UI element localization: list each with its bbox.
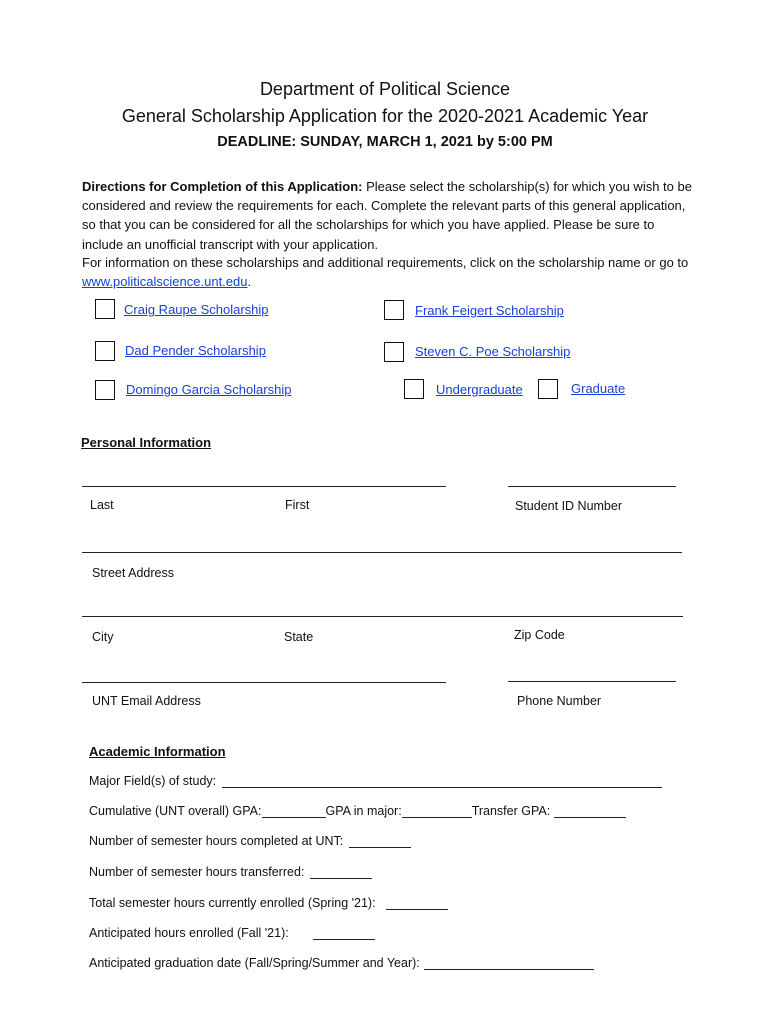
deadline-text: DEADLINE: SUNDAY, MARCH 1, 2021 by 5:00 PM	[217, 134, 553, 150]
steven-poe-link[interactable]: Steven C. Poe Scholarship	[415, 344, 571, 359]
student-id-label: Student ID Number	[515, 499, 622, 513]
graduate-link[interactable]: Graduate	[571, 381, 626, 396]
department-website-link[interactable]: www.politicalscience.unt.edu	[82, 274, 248, 290]
hours-unt-row	[89, 834, 413, 848]
street-address-label: Street Address	[92, 566, 174, 580]
graduation-date-label: Anticipated graduation date (Fall/Spring/Summer and Year):	[89, 956, 420, 970]
personal-info-heading: Personal Information	[81, 435, 212, 450]
hours-enrolled-input-line[interactable]	[386, 896, 448, 910]
frank-feigert-link[interactable]: Frank Feigert Scholarship	[415, 303, 564, 318]
steven-poe-checkbox[interactable]	[384, 342, 404, 362]
hours-transferred-input-line[interactable]	[310, 865, 372, 879]
dad-pender-checkbox[interactable]	[95, 341, 115, 361]
directions-info-text: For information on these scholarships and additional requirements, click on the scholarship name or go to	[82, 255, 689, 270]
hours-unt-label: Number of semester hours completed at UNT:	[89, 834, 344, 848]
graduation-date-input-line[interactable]	[424, 956, 594, 970]
city-state-zip-input-line[interactable]	[82, 616, 683, 617]
state-label: State	[284, 630, 314, 644]
undergraduate-link[interactable]: Undergraduate	[436, 382, 523, 397]
frank-feigert-checkbox[interactable]	[384, 300, 404, 320]
hours-transferred-label: Number of semester hours transferred:	[89, 865, 305, 879]
domingo-garcia-link[interactable]: Domingo Garcia Scholarship	[126, 382, 292, 397]
hours-anticipated-input-line[interactable]	[313, 926, 375, 940]
email-label: UNT Email Address	[92, 694, 201, 708]
craig-raupe-link[interactable]: Craig Raupe Scholarship	[124, 302, 269, 317]
graduate-checkbox[interactable]	[538, 379, 558, 399]
hours-anticipated-label: Anticipated hours enrolled (Fall '21):	[89, 926, 289, 940]
major-label: Major Field(s) of study:	[89, 774, 217, 788]
domingo-garcia-checkbox[interactable]	[95, 380, 115, 400]
cumulative-gpa-input-line[interactable]	[262, 804, 326, 818]
cumulative-gpa-label: Cumulative (UNT overall) GPA:	[89, 804, 262, 818]
student-id-input-line[interactable]	[508, 486, 676, 487]
directions-info	[82, 253, 692, 291]
undergraduate-checkbox[interactable]	[404, 379, 424, 399]
graduation-date-row	[89, 956, 596, 970]
academic-info-heading: Academic Information	[89, 744, 226, 759]
first-name-label: First	[285, 498, 310, 512]
transfer-gpa-label: Transfer GPA:	[471, 804, 551, 818]
department-title: Department of Political Science	[259, 79, 511, 99]
street-address-input-line[interactable]	[82, 552, 682, 553]
major-gpa-label: GPA in major:	[325, 804, 402, 818]
phone-input-line[interactable]	[508, 681, 676, 682]
major-field-row	[89, 774, 664, 788]
directions-heading: Directions for Completion of this Application:	[82, 179, 363, 194]
form-subtitle: General Scholarship Application for the 2020-2021 Academic Year	[121, 106, 649, 126]
hours-enrolled-row	[89, 896, 450, 910]
directions-paragraph	[82, 177, 692, 254]
hours-unt-input-line[interactable]	[349, 834, 411, 848]
hours-enrolled-label: Total semester hours currently enrolled (Spring '21):	[89, 896, 376, 910]
phone-label: Phone Number	[517, 694, 602, 708]
major-gpa-input-line[interactable]	[402, 804, 472, 818]
hours-transferred-row	[89, 865, 374, 879]
city-label: City	[92, 630, 114, 644]
name-input-line[interactable]	[82, 486, 446, 487]
gpa-row	[89, 804, 628, 818]
major-input-line[interactable]	[222, 774, 662, 788]
email-input-line[interactable]	[82, 682, 446, 683]
hours-anticipated-row	[89, 926, 377, 940]
directions-text: Please select the scholarship(s) for which you wish to be considered and review the requirements for each. Complete the relevant parts of this general application, so that you can be considered for all the scholarships for which you have applied. Please be sure to include an unofficial transcript with your application.	[82, 179, 692, 252]
transfer-gpa-input-line[interactable]	[554, 804, 626, 818]
last-name-label: Last	[90, 498, 114, 512]
dad-pender-link[interactable]: Dad Pender Scholarship	[125, 343, 266, 358]
craig-raupe-checkbox[interactable]	[95, 299, 115, 319]
zip-code-label: Zip Code	[514, 628, 565, 642]
directions-period: .	[247, 274, 252, 290]
